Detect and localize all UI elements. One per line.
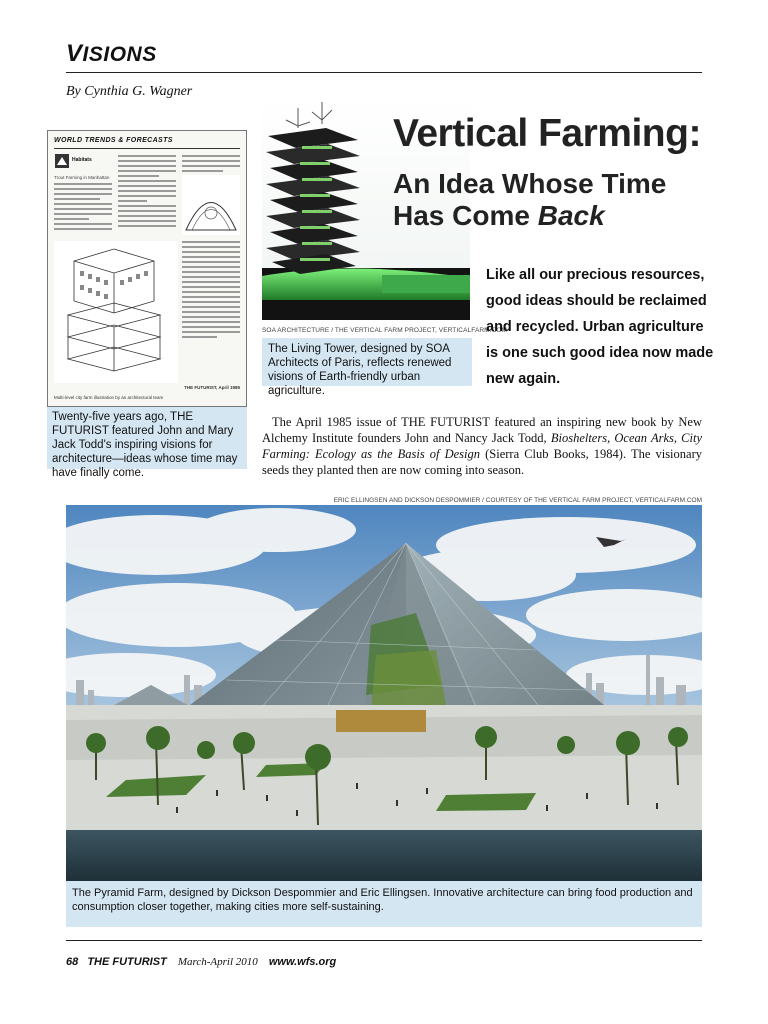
inset-header: WORLD TRENDS & FORECASTS xyxy=(54,137,173,144)
subhead: An Idea Whose Time Has Come Back xyxy=(393,168,667,231)
pyramid-farm-image xyxy=(66,505,702,881)
headline: Vertical Farming: xyxy=(393,112,701,155)
inset-page-footer: THE FUTURIST, April 1985 xyxy=(184,385,240,390)
inset-subhead: Trout Farming in Manhattan xyxy=(54,175,110,180)
bottom-rule xyxy=(66,940,702,941)
inset-text-col-3 xyxy=(182,155,240,175)
inset-article-clipping xyxy=(47,130,247,407)
pyramid-photo-credit: ERIC ELLINGSEN AND DICKSON DESPOMMIER / COURTESY OF THE VERTICAL FARM PROJECT, VERTICALFARM.COM xyxy=(333,497,702,504)
book-title: Bioshelters, Ocean Arks, City Farming: Ecology as the Basis of Design xyxy=(262,431,703,461)
habitats-icon xyxy=(54,153,70,169)
tower-photo-credit: SOA ARCHITECTURE / THE VERTICAL FARM PROJECT, VERTICALFARM.COM xyxy=(262,327,508,334)
section-title: VISIONS xyxy=(66,40,157,67)
inset-text-col-1 xyxy=(54,183,112,233)
issue-date: March-April 2010 xyxy=(177,956,258,968)
inset-building-illustration xyxy=(54,241,178,383)
inset-text-col-2 xyxy=(118,155,176,230)
intro-paragraph: The April 1985 issue of THE FUTURIST featured an inspiring new book by New Alchemy Institute founders John and Nancy Jack Todd, Bioshelters, Ocean Arks, City Farming: Ecology as the Basis of Design (Sierra Club Books, 1984). The visionary seeds they planted then are now coming into season. xyxy=(262,415,703,477)
top-rule xyxy=(66,72,702,73)
pyramid-caption: The Pyramid Farm, designed by Dickson Despommier and Eric Ellingsen. Innovative architecture can bring food production and consumption closer together, making cities more self-sustaining. xyxy=(66,881,702,927)
tower-caption: The Living Tower, designed by SOA Architects of Paris, reflects renewed visions of Earth-friendly urban agriculture. xyxy=(262,338,472,386)
inset-dome-illustration xyxy=(182,175,240,235)
page-footer xyxy=(66,956,336,968)
inset-footnote: Multi-level city farm illustration by an architectural team xyxy=(54,395,164,400)
magazine-name: THE FUTURIST xyxy=(87,956,167,968)
inset-tag: Habitats xyxy=(72,157,92,163)
website-url: www.wfs.org xyxy=(268,956,337,968)
byline: By Cynthia G. Wagner xyxy=(66,84,193,99)
deck-text: Like all our precious resources, good ideas should be reclaimed and recycled. Urban agriculture is one such good idea now made new again. xyxy=(486,267,714,387)
inset-caption: Twenty-five years ago, THE FUTURIST featured John and Mary Jack Todd's inspiring visions for architecture—ideas whose time may have finally come. xyxy=(47,407,247,469)
page-number: 68 xyxy=(66,956,79,968)
